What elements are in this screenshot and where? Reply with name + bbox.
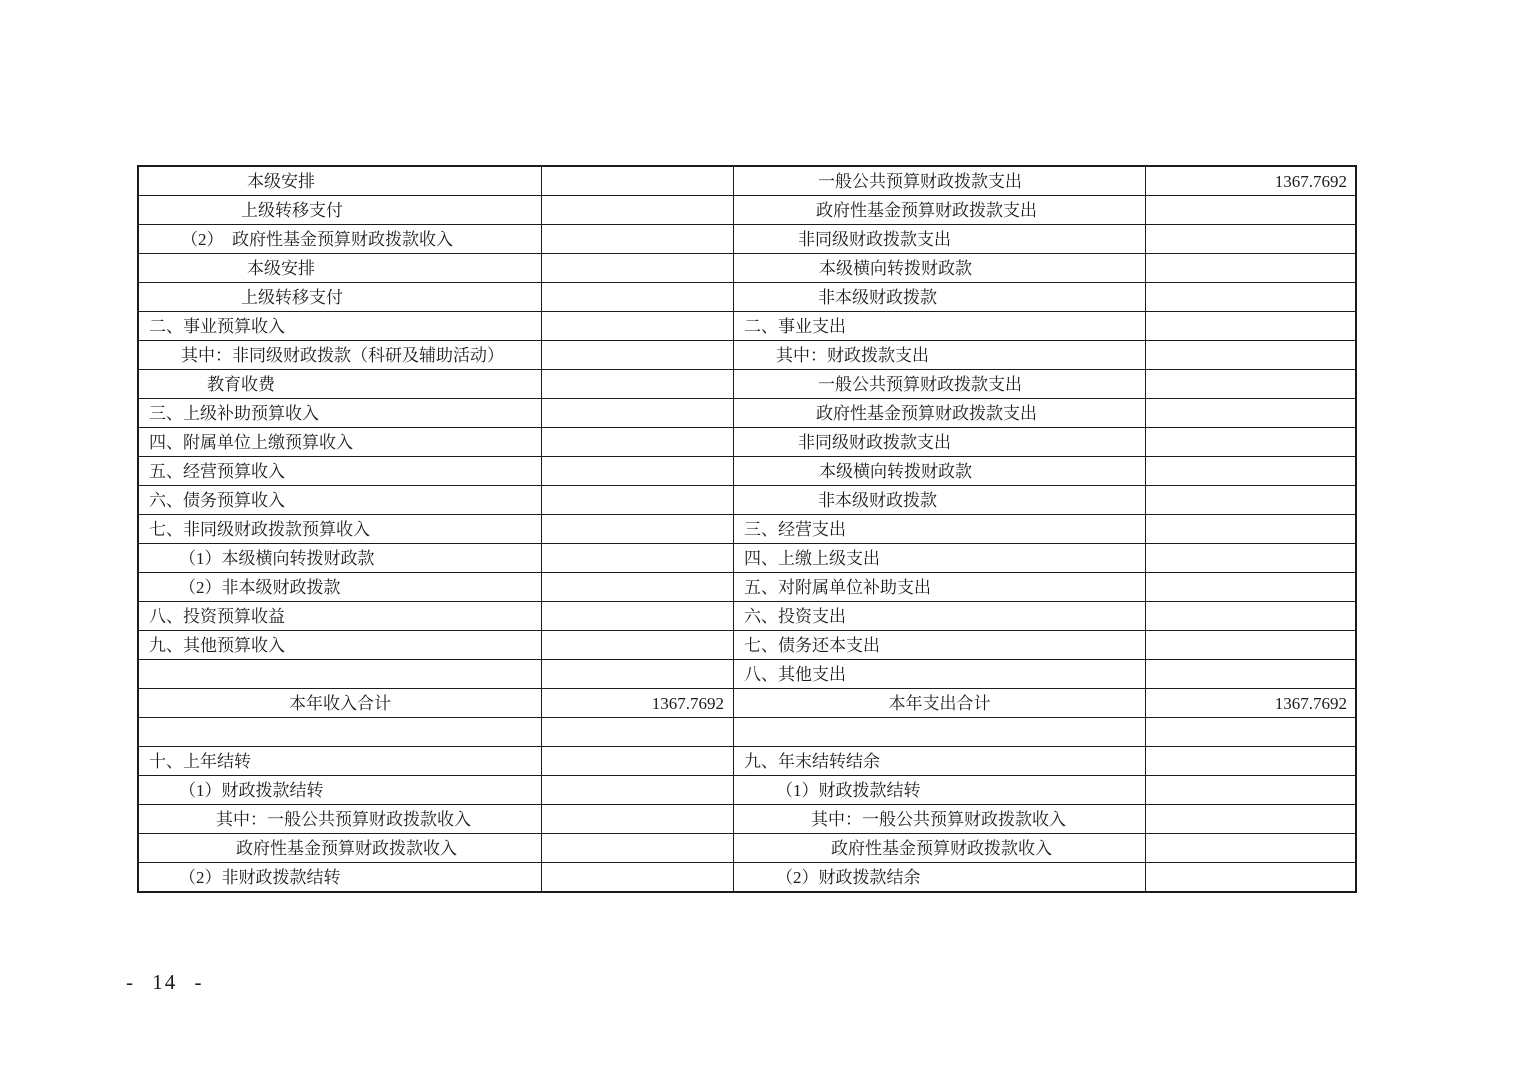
income-item-label: 本级安排 [247,171,315,191]
budget-table [137,165,1357,893]
income-item-amount [541,863,733,891]
expense-item-amount [1145,515,1355,543]
expense-item-amount [1145,747,1355,775]
income-item-amount [541,834,733,862]
income-item-label: 三、上级补助预算收入 [149,403,319,423]
income-item-amount [541,631,733,659]
income-item-amount [541,515,733,543]
expense-item-label: 九、年末结转结余 [733,747,1145,775]
income-item-label: 二、事业预算收入 [149,316,285,336]
expense-item-label: 非本级财政拨款 [733,486,1145,514]
income-item-label: 其中：非同级财政拨款（科研及辅助活动） [181,345,504,365]
income-item-label: （2）非财政拨款结转 [179,867,341,887]
income-item-amount [541,747,733,775]
table-row [139,369,1355,398]
expense-item-label: 一般公共预算财政拨款支出 [733,370,1145,398]
expense-item-label: 八、其他支出 [733,660,1145,688]
table-row [139,514,1355,543]
income-item-amount [541,486,733,514]
income-item-amount [541,283,733,311]
expense-item-amount [1145,834,1355,862]
income-item-amount [541,196,733,224]
expense-item-amount [1145,225,1355,253]
income-item-amount [541,805,733,833]
expense-item-amount [1145,399,1355,427]
table-row [139,456,1355,485]
expense-item-amount [1145,863,1355,891]
income-item-label: 九、其他预算收入 [149,635,285,655]
expense-item-amount [1145,370,1355,398]
income-item-label: 七、非同级财政拨款预算收入 [149,519,370,539]
income-item-label: 教育收费 [207,374,275,394]
expense-item-amount: 1367.7692 [1145,689,1355,717]
expense-item-label: 本年支出合计 [733,689,1145,717]
expense-item-amount [1145,428,1355,456]
expense-item-label: 政府性基金预算财政拨款支出 [733,196,1145,224]
income-item-label: （1）本级横向转拨财政款 [179,548,375,568]
table-row [139,311,1355,340]
table-row [139,282,1355,311]
expense-item-amount [1145,283,1355,311]
table-row [139,833,1355,862]
income-item-label: （1）财政拨款结转 [179,780,324,800]
income-item-amount [541,370,733,398]
expense-item-label: 非本级财政拨款 [733,283,1145,311]
expense-item-amount [1145,544,1355,572]
income-item-label: （2）非本级财政拨款 [179,577,341,597]
income-item-amount [541,660,733,688]
table-row [139,253,1355,282]
table-row [139,775,1355,804]
expense-item-label: 政府性基金预算财政拨款支出 [733,399,1145,427]
income-item-amount [541,167,733,195]
income-item-amount [541,428,733,456]
expense-item-label [733,718,1145,746]
income-item-amount [541,573,733,601]
income-item-amount [541,544,733,572]
expense-item-amount [1145,805,1355,833]
income-item-label [139,718,541,746]
income-item-label: 六、债务预算收入 [149,490,285,510]
income-item-amount [541,225,733,253]
expense-item-amount [1145,573,1355,601]
expense-item-amount: 1367.7692 [1145,167,1355,195]
income-item-label: 本级安排 [247,258,315,278]
table-row [139,224,1355,253]
table-row [139,543,1355,572]
income-item-label: 上级转移支付 [241,200,343,220]
expense-item-amount [1145,254,1355,282]
income-item-amount [541,602,733,630]
income-item-amount [541,312,733,340]
table-row [139,485,1355,514]
expense-item-label: 二、事业支出 [733,312,1145,340]
expense-item-label: 非同级财政拨款支出 [733,225,1145,253]
expense-item-label: （2）财政拨款结余 [733,863,1145,891]
expense-item-amount [1145,457,1355,485]
table-row [139,601,1355,630]
expense-item-amount [1145,486,1355,514]
expense-item-amount [1145,196,1355,224]
expense-item-amount [1145,341,1355,369]
income-item-label: 八、投资预算收益 [149,606,285,626]
income-item-amount: 1367.7692 [541,689,733,717]
income-item-amount [541,457,733,485]
expense-item-label: 三、经营支出 [733,515,1145,543]
table-row [139,630,1355,659]
income-item-amount [541,341,733,369]
table-row [139,427,1355,456]
table-row [139,659,1355,688]
expense-item-amount [1145,718,1355,746]
table-row [139,167,1355,195]
expense-item-label: 本级横向转拨财政款 [733,254,1145,282]
income-item-label: （2） 政府性基金预算财政拨款收入 [181,229,453,249]
income-item-label: 五、经营预算收入 [149,461,285,481]
table-row [139,688,1355,717]
expense-item-label: 政府性基金预算财政拨款收入 [733,834,1145,862]
table-row [139,862,1355,891]
income-item-label: 本年收入合计 [289,693,391,713]
table-row [139,572,1355,601]
income-item-label: 其中：一般公共预算财政拨款收入 [216,809,471,829]
income-item-amount [541,776,733,804]
table-row [139,804,1355,833]
expense-item-label: 七、债务还本支出 [733,631,1145,659]
expense-item-amount [1145,631,1355,659]
income-item-label: 上级转移支付 [241,287,343,307]
table-row [139,398,1355,427]
expense-item-amount [1145,776,1355,804]
income-item-label: 十、上年结转 [149,751,251,771]
income-item-amount [541,399,733,427]
expense-item-label: 非同级财政拨款支出 [733,428,1145,456]
income-item-label [139,660,541,688]
table-row [139,340,1355,369]
expense-item-label: 其中：一般公共预算财政拨款收入 [733,805,1145,833]
table-row [139,195,1355,224]
expense-item-amount [1145,660,1355,688]
page-number: - 14 - [126,970,204,994]
expense-item-label: 四、上缴上级支出 [733,544,1145,572]
expense-item-label: 五、对附属单位补助支出 [733,573,1145,601]
table-row [139,717,1355,746]
income-item-label: 四、附属单位上缴预算收入 [149,432,353,452]
expense-item-label: 六、投资支出 [733,602,1145,630]
income-item-amount [541,718,733,746]
expense-item-label: 其中：财政拨款支出 [733,341,1145,369]
expense-item-label: 一般公共预算财政拨款支出 [733,167,1145,195]
expense-item-amount [1145,602,1355,630]
expense-item-label: （1）财政拨款结转 [733,776,1145,804]
income-item-label: 政府性基金预算财政拨款收入 [236,838,457,858]
expense-item-amount [1145,312,1355,340]
income-item-amount [541,254,733,282]
table-row [139,746,1355,775]
expense-item-label: 本级横向转拨财政款 [733,457,1145,485]
